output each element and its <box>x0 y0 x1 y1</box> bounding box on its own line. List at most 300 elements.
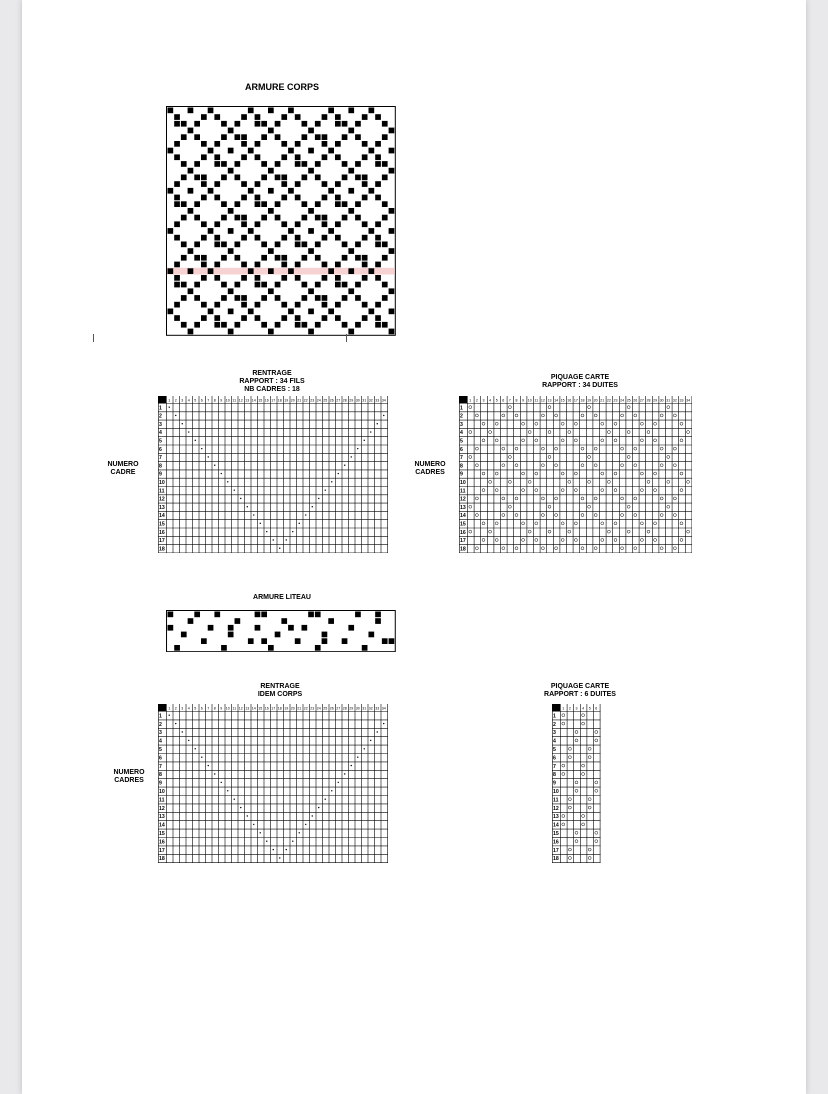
weave-cell <box>174 181 180 187</box>
column-number: 34 <box>381 706 386 711</box>
peg-mark <box>640 489 643 492</box>
peg-mark <box>581 497 584 500</box>
peg-mark <box>541 547 544 550</box>
peg-mark <box>667 406 670 409</box>
row-number: 15 <box>159 521 165 528</box>
weave-cell <box>248 188 254 194</box>
weave-cell <box>308 611 314 617</box>
weave-cell <box>335 201 341 207</box>
row-number: 2 <box>159 721 162 728</box>
piquage-corps-title: PIQUAGE CARTE RAPPORT : 34 DUITES <box>542 374 618 389</box>
weave-cell <box>301 295 307 301</box>
column-number: 15 <box>258 706 263 711</box>
threading-dot <box>357 448 358 449</box>
weave-cell <box>288 148 294 154</box>
peg-mark <box>582 764 585 767</box>
weave-cell <box>295 195 301 201</box>
row-number: 13 <box>159 504 165 511</box>
weave-cell <box>255 114 261 120</box>
peg-mark <box>673 514 676 517</box>
weave-cell <box>228 228 234 234</box>
column-number: 31 <box>362 706 367 711</box>
peg-mark <box>575 831 578 834</box>
weave-cell <box>322 302 328 308</box>
weave-cell <box>268 248 274 254</box>
threading-dot <box>305 514 306 515</box>
weave-cell <box>181 322 187 328</box>
weave-cell <box>301 625 307 631</box>
weave-cell <box>342 638 348 644</box>
threading-dot <box>377 731 378 732</box>
weave-cell <box>295 161 301 167</box>
weave-cell <box>268 168 274 174</box>
peg-mark <box>489 480 492 483</box>
weave-cell <box>301 201 307 207</box>
peg-mark <box>634 514 637 517</box>
weave-cell <box>248 308 254 314</box>
weave-cell <box>342 215 348 221</box>
weave-cell <box>335 235 341 241</box>
weave-cell <box>268 645 274 651</box>
weave-cell <box>355 241 361 247</box>
peg-mark <box>562 815 565 818</box>
peg-mark <box>568 756 571 759</box>
weave-cell <box>301 241 307 247</box>
row-number: 12 <box>552 805 559 812</box>
weave-cell <box>221 322 227 328</box>
peg-mark <box>607 530 610 533</box>
weave-cell <box>342 201 348 207</box>
column-number: 19 <box>284 706 289 711</box>
weave-cell <box>275 295 281 301</box>
weave-cell <box>375 161 381 167</box>
weave-cell <box>362 141 368 147</box>
weave-cell <box>188 188 194 194</box>
peg-mark <box>614 439 617 442</box>
peg-mark <box>614 472 617 475</box>
threading-dot <box>227 790 228 791</box>
weave-cell <box>348 625 354 631</box>
threading-dot <box>169 714 170 715</box>
peg-mark <box>581 447 584 450</box>
row-number: 14 <box>460 513 466 520</box>
peg-mark <box>575 789 578 792</box>
document-page <box>22 0 806 1094</box>
peg-mark <box>541 464 544 467</box>
column-number: 5 <box>495 398 498 403</box>
weave-cell <box>214 221 220 227</box>
threading-dot <box>188 740 189 741</box>
peg-mark <box>528 431 531 434</box>
piquage-corps-frame-axis-label: NUMERO CADRES <box>414 461 446 476</box>
weave-cell <box>228 128 234 134</box>
column-number: 6 <box>200 398 203 403</box>
row-number: 7 <box>552 763 556 770</box>
peg-mark <box>614 489 617 492</box>
peg-mark <box>660 464 663 467</box>
weave-cell <box>255 315 261 321</box>
weave-cell <box>174 201 180 207</box>
peg-mark <box>680 439 683 442</box>
weave-cell <box>281 195 287 201</box>
column-number: 19 <box>284 398 289 403</box>
threading-dot <box>175 723 176 724</box>
weave-cell <box>275 121 281 127</box>
weave-cell <box>275 201 281 207</box>
peg-mark <box>647 480 650 483</box>
weave-cell <box>268 188 274 194</box>
weave-cell <box>281 262 287 268</box>
column-number: 4 <box>187 706 190 711</box>
weave-cell <box>382 638 388 644</box>
weave-cell <box>221 295 227 301</box>
peg-mark <box>594 414 597 417</box>
weave-cell <box>389 128 395 134</box>
peg-mark <box>680 522 683 525</box>
peg-mark <box>588 848 591 851</box>
weave-cell <box>322 141 328 147</box>
weave-cell <box>275 255 281 261</box>
weave-cell <box>295 181 301 187</box>
peg-mark <box>581 514 584 517</box>
weave-cell <box>174 221 180 227</box>
weave-cell <box>201 221 207 227</box>
weave-cell <box>382 174 388 180</box>
weave-cell <box>261 322 267 328</box>
peg-mark <box>562 722 565 725</box>
peg-mark <box>555 447 558 450</box>
weave-cell <box>214 241 220 247</box>
row-number: 8 <box>159 463 162 470</box>
column-number: 12 <box>238 398 243 403</box>
peg-mark <box>574 439 577 442</box>
peg-mark <box>515 497 518 500</box>
weave-cell <box>362 114 368 120</box>
weave-cell <box>234 121 240 127</box>
peg-mark <box>575 731 578 734</box>
column-number: 25 <box>323 706 328 711</box>
weave-cell <box>255 201 261 207</box>
weave-cell <box>174 315 180 321</box>
weave-cell <box>241 181 247 187</box>
peg-mark <box>475 464 478 467</box>
peg-mark <box>575 840 578 843</box>
threading-dot <box>318 498 319 499</box>
weave-cell <box>295 154 301 160</box>
weave-cell <box>355 161 361 167</box>
peg-mark <box>673 447 676 450</box>
threading-dot <box>377 423 378 424</box>
weave-cell <box>342 255 348 261</box>
peg-mark <box>574 422 577 425</box>
peg-mark <box>555 497 558 500</box>
weave-cell <box>355 121 361 127</box>
threading-dot <box>175 415 176 416</box>
peg-mark <box>621 547 624 550</box>
column-number: 20 <box>290 706 295 711</box>
weave-cell <box>255 141 261 147</box>
peg-mark <box>502 514 505 517</box>
row-number: 12 <box>460 496 466 503</box>
peg-mark <box>634 414 637 417</box>
weave-cell <box>308 288 314 294</box>
weave-cell <box>201 315 207 321</box>
peg-mark <box>495 439 498 442</box>
margin-tick-left <box>93 334 94 342</box>
weave-cell <box>295 221 301 227</box>
weave-cell <box>382 201 388 207</box>
weave-cell <box>308 208 314 214</box>
peg-mark <box>495 422 498 425</box>
row-number: 10 <box>552 788 559 795</box>
column-number: 31 <box>362 398 367 403</box>
peg-mark <box>654 538 657 541</box>
row-number: 13 <box>460 504 466 511</box>
weave-cell <box>288 308 294 314</box>
weave-cell <box>375 195 381 201</box>
peg-mark <box>561 422 564 425</box>
column-number: 33 <box>679 398 684 403</box>
row-number: 3 <box>552 730 556 737</box>
weave-cell <box>382 255 388 261</box>
weave-cell <box>308 248 314 254</box>
weave-cell <box>208 268 214 274</box>
weave-cell <box>315 255 321 261</box>
weave-cell <box>328 107 334 113</box>
column-number: 25 <box>323 398 328 403</box>
column-number: 15 <box>560 398 565 403</box>
peg-mark <box>594 464 597 467</box>
weave-cell <box>208 148 214 154</box>
weave-cell <box>167 188 173 194</box>
peg-mark <box>654 522 657 525</box>
column-number: 1 <box>168 706 171 711</box>
threading-dot <box>312 506 313 507</box>
weave-cell <box>255 181 261 187</box>
peg-mark <box>673 414 676 417</box>
threading-dot <box>364 440 365 441</box>
weave-cell <box>221 174 227 180</box>
weave-cell <box>328 228 334 234</box>
weave-cell <box>188 618 194 624</box>
threading-dot <box>247 815 248 816</box>
column-number: 9 <box>220 398 223 403</box>
weave-cell <box>375 302 381 308</box>
threading-dot <box>364 748 365 749</box>
peg-mark <box>515 464 518 467</box>
weave-cell <box>167 308 173 314</box>
peg-mark <box>595 840 598 843</box>
threading-dot <box>201 448 202 449</box>
weave-cell <box>348 128 354 134</box>
row-number: 8 <box>460 463 463 470</box>
peg-mark <box>582 722 585 725</box>
weave-cell <box>228 632 234 638</box>
weave-cell <box>389 308 395 314</box>
weave-cell <box>335 141 341 147</box>
weave-cell <box>301 121 307 127</box>
weave-cell <box>322 262 328 268</box>
threading-dot <box>292 840 293 841</box>
weave-cell <box>194 161 200 167</box>
column-number: 15 <box>258 398 263 403</box>
column-number: 18 <box>580 398 585 403</box>
peg-mark <box>582 714 585 717</box>
weave-cell <box>234 134 240 140</box>
peg-mark <box>548 431 551 434</box>
rentrage-liteau-frame-axis-label: NUMERO CADRES <box>113 769 145 784</box>
peg-mark <box>680 489 683 492</box>
weave-cell <box>281 114 287 120</box>
column-number: 20 <box>290 398 295 403</box>
column-number: 30 <box>659 398 664 403</box>
peg-mark <box>475 547 478 550</box>
column-number: 32 <box>672 398 677 403</box>
weave-cell <box>315 134 321 140</box>
weave-cell <box>281 174 287 180</box>
numbered-grid-svg <box>459 396 692 553</box>
weave-cell <box>181 295 187 301</box>
threading-dot <box>234 489 235 490</box>
column-number: 4 <box>489 398 492 403</box>
column-number: 24 <box>316 706 321 711</box>
weave-cell <box>389 228 395 234</box>
weave-cell <box>261 201 267 207</box>
threading-dot <box>201 756 202 757</box>
weave-cell <box>268 107 274 113</box>
peg-mark <box>568 798 571 801</box>
weave-cell <box>322 315 328 321</box>
weave-cell <box>261 121 267 127</box>
row-number: 2 <box>159 413 162 420</box>
row-number: 15 <box>460 521 466 528</box>
weave-cell <box>355 255 361 261</box>
row-number: 14 <box>159 513 165 520</box>
threading-dot <box>240 498 241 499</box>
weave-cell <box>261 255 267 261</box>
weave-cell <box>275 322 281 328</box>
weave-cell <box>261 215 267 221</box>
weave-cell <box>241 195 247 201</box>
peg-mark <box>482 472 485 475</box>
column-number: 33 <box>375 398 380 403</box>
row-number: 8 <box>159 772 162 779</box>
weave-cell <box>228 248 234 254</box>
peg-mark <box>535 422 538 425</box>
threading-dot <box>195 440 196 441</box>
row-number: 14 <box>552 822 559 829</box>
peg-mark <box>680 472 683 475</box>
peg-mark <box>595 781 598 784</box>
row-number: 7 <box>460 455 463 462</box>
weave-cell <box>261 611 267 617</box>
weave-cell <box>375 618 381 624</box>
peg-mark <box>482 422 485 425</box>
column-number: 24 <box>620 398 625 403</box>
weave-cell <box>275 134 281 140</box>
peg-mark <box>667 505 670 508</box>
weave-cell <box>368 268 374 274</box>
numbered-grid-svg <box>552 704 601 863</box>
weave-cell <box>255 275 261 281</box>
threading-dot <box>331 481 332 482</box>
threading-dot <box>279 548 280 549</box>
column-number: 11 <box>232 398 237 403</box>
row-number: 7 <box>159 763 162 770</box>
armure-liteau-weave-pattern <box>166 610 396 652</box>
weave-cell <box>201 141 207 147</box>
weave-cell <box>375 611 381 617</box>
peg-mark <box>680 422 683 425</box>
peg-mark <box>495 489 498 492</box>
peg-mark <box>575 781 578 784</box>
peg-mark <box>522 522 525 525</box>
peg-mark <box>640 472 643 475</box>
row-number: 11 <box>460 488 466 495</box>
weave-cell <box>362 262 368 268</box>
weave-cell <box>228 148 234 154</box>
peg-mark <box>508 480 511 483</box>
weave-cell <box>241 114 247 120</box>
column-number: 17 <box>573 398 578 403</box>
weave-cell <box>335 181 341 187</box>
weave-cell <box>261 638 267 644</box>
weave-cell <box>382 161 388 167</box>
weave-cell <box>281 255 287 261</box>
weave-cell <box>295 262 301 268</box>
weave-cell <box>221 215 227 221</box>
row-number: 3 <box>460 421 463 428</box>
weave-cell <box>328 188 334 194</box>
weave-cell <box>362 255 368 261</box>
peg-mark <box>575 739 578 742</box>
weave-cell <box>362 181 368 187</box>
weave-cell <box>368 308 374 314</box>
weave-cell <box>181 215 187 221</box>
row-number: 18 <box>460 546 466 553</box>
threading-dot <box>344 465 345 466</box>
threading-dot <box>195 748 196 749</box>
weave-cell <box>181 201 187 207</box>
threading-dot <box>279 857 280 858</box>
weave-cell <box>241 302 247 308</box>
column-number: 13 <box>547 398 552 403</box>
weave-cell <box>208 228 214 234</box>
weave-cell <box>181 134 187 140</box>
weave-cell <box>255 282 261 288</box>
row-number: 14 <box>159 822 165 829</box>
peg-mark <box>601 489 604 492</box>
column-number: 7 <box>207 706 210 711</box>
peg-mark <box>574 522 577 525</box>
peg-mark <box>522 472 525 475</box>
weave-cell <box>362 645 368 651</box>
peg-mark <box>548 505 551 508</box>
weave-cell <box>241 215 247 221</box>
weave-cell <box>382 134 388 140</box>
weave-cell <box>301 174 307 180</box>
peg-mark <box>475 414 478 417</box>
peg-mark <box>562 714 565 717</box>
weave-cell <box>355 201 361 207</box>
row-number: 13 <box>159 814 165 821</box>
peg-mark <box>627 505 630 508</box>
peg-mark <box>627 530 630 533</box>
peg-mark <box>502 464 505 467</box>
peg-mark <box>555 514 558 517</box>
peg-mark <box>469 431 472 434</box>
weave-cell <box>241 295 247 301</box>
